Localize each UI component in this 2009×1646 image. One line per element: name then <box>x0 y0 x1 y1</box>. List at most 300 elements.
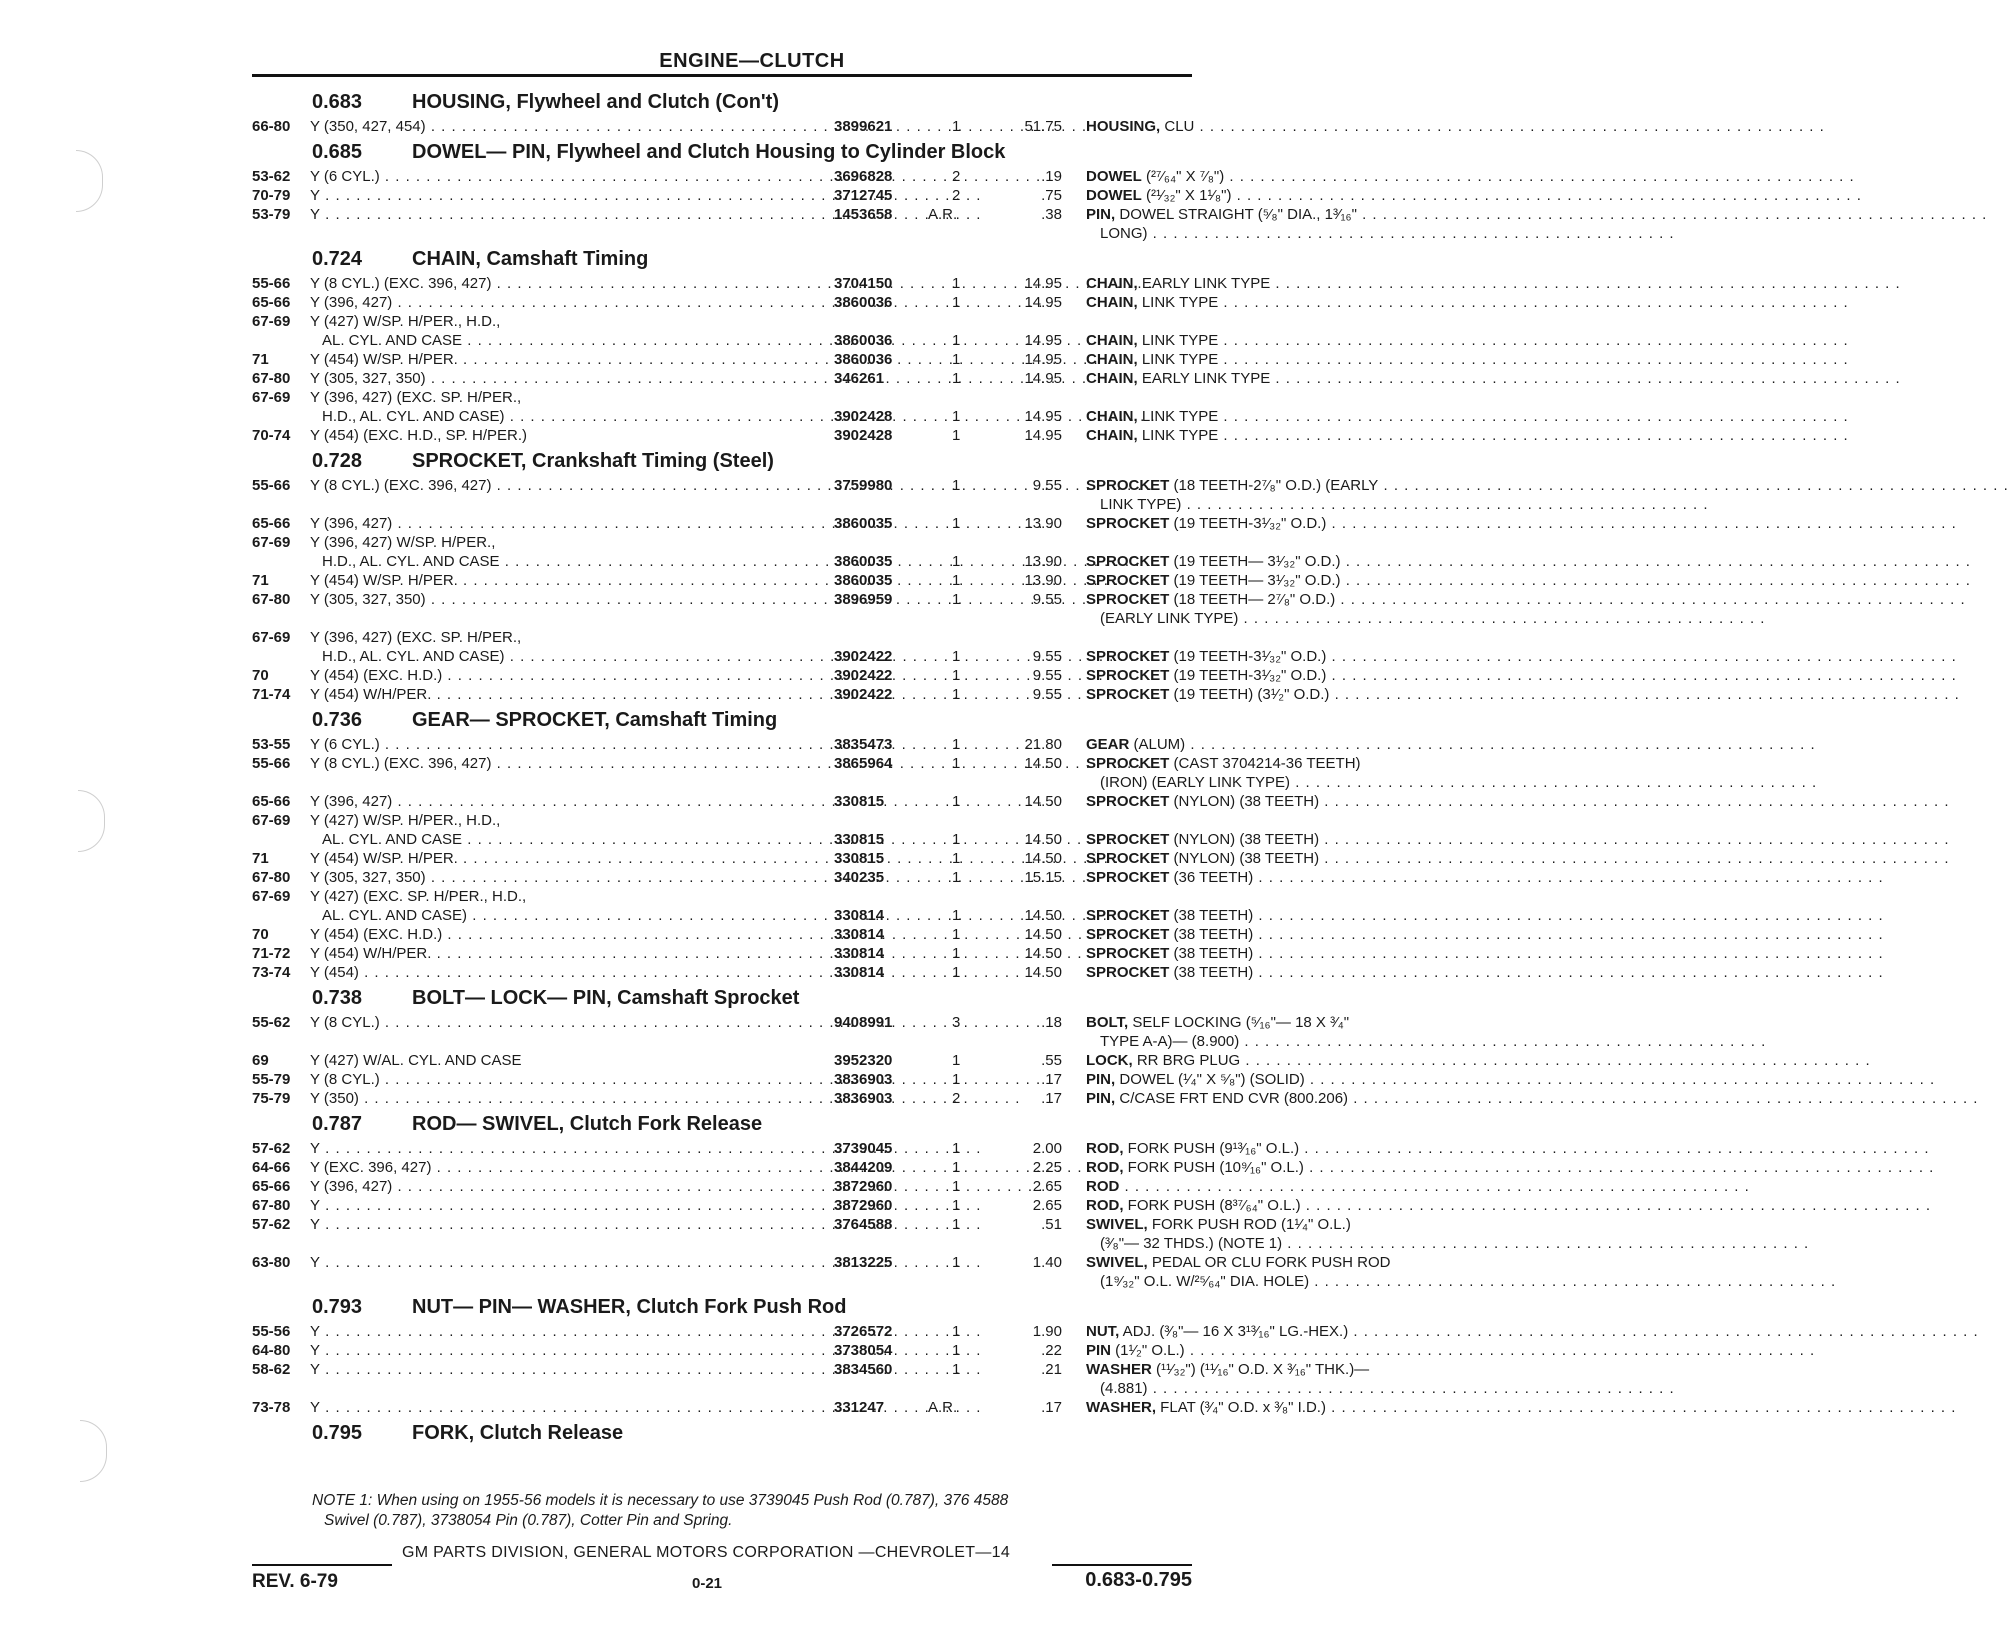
quantity: 1 <box>952 667 961 684</box>
part-row <box>252 849 1320 868</box>
part-description <box>1086 1070 1456 1089</box>
part-row <box>252 407 1219 426</box>
part-description <box>1086 1341 1456 1360</box>
description-keyword: DOWEL <box>1086 168 1142 185</box>
description-text: (18 TEETH— 2⁷⁄₈" O.D.) . . . <box>1169 591 1965 608</box>
part-number: 3835473 <box>834 736 893 753</box>
part-description <box>1086 1177 1456 1196</box>
part-description <box>1086 1158 1456 1177</box>
quantity: 1 <box>952 1052 961 1069</box>
part-row <box>252 1360 1370 1398</box>
part-row <box>252 533 1192 552</box>
model-years: 55-66 <box>252 477 291 494</box>
model-years: 67-80 <box>252 370 291 387</box>
model-years: 65-66 <box>252 793 291 810</box>
description-text: LINK TYPE . . . <box>1138 332 1849 349</box>
price: 9.55 <box>1032 667 1062 684</box>
description-continuation: (1⁹⁄₃₂" O.L. W/²⁵⁄₆₄" DIA. HOLE) . . . <box>1100 1272 1456 1291</box>
model-years: 70 <box>252 926 269 943</box>
header-rule <box>252 74 1192 77</box>
part-description <box>1086 205 1456 224</box>
part-row <box>252 1139 1300 1158</box>
application: Y (6 CYL.) . . . <box>310 735 830 754</box>
description-keyword: SPROCKET <box>1086 686 1170 703</box>
application: AL. CYL. AND CASE . . . <box>322 331 830 350</box>
application: Y (396, 427) . . . <box>310 792 830 811</box>
description-text: (38 TEETH) . . . <box>1169 907 1883 924</box>
part-number: 330814 <box>834 964 885 981</box>
model-years: 55-79 <box>252 1071 291 1088</box>
description-keyword: DOWEL <box>1086 187 1142 204</box>
price: .51 <box>1041 1216 1062 1233</box>
price: .22 <box>1041 1342 1062 1359</box>
description-keyword: BOLT, <box>1086 1014 1129 1031</box>
quantity: 1 <box>952 351 961 368</box>
description-text: (19 TEETH— 3¹⁄₃₂" O.D.) . . . <box>1169 553 1971 570</box>
part-number: 1453658 <box>834 206 893 223</box>
description-keyword: CHAIN, <box>1086 408 1138 425</box>
section-number: 0.685 <box>312 141 363 163</box>
model-years: 65-66 <box>252 515 291 532</box>
application: Y (6 CYL.) . . . <box>310 167 830 186</box>
description-keyword: LOCK, <box>1086 1052 1133 1069</box>
section-number: 0.787 <box>312 1113 363 1135</box>
quantity: A.R. <box>928 1399 958 1416</box>
price: 14.50 <box>1024 831 1062 848</box>
quantity: 2 <box>952 187 961 204</box>
part-row <box>252 293 1219 312</box>
section-number: 0.736 <box>312 709 363 731</box>
part-description <box>1086 117 1456 136</box>
quantity: 1 <box>952 118 961 135</box>
application: Y (305, 327, 350) . . . <box>310 590 830 609</box>
description-keyword: SPROCKET <box>1086 793 1170 810</box>
description-keyword: SPROCKET <box>1086 945 1170 962</box>
part-row <box>252 647 1327 666</box>
model-years: 65-66 <box>252 294 291 311</box>
quantity: 1 <box>952 869 961 886</box>
model-years: 73-78 <box>252 1399 291 1416</box>
price: 14.95 <box>1024 275 1062 292</box>
quantity: 1 <box>952 477 961 494</box>
description-keyword: SPROCKET <box>1086 515 1170 532</box>
application: Y (454) W/H/PER. . . . <box>310 944 830 963</box>
part-number: 3712745 <box>834 187 893 204</box>
quantity: 1 <box>952 275 961 292</box>
part-row <box>252 186 1232 205</box>
part-row <box>252 1013 1350 1051</box>
application: Y (454) (EXC. H.D.) . . . <box>310 925 830 944</box>
description-keyword: NUT, <box>1086 1323 1120 1340</box>
quantity: 1 <box>952 370 961 387</box>
part-row <box>252 476 1379 514</box>
part-number: 3704150 <box>834 275 893 292</box>
part-description <box>1086 571 1456 590</box>
part-description <box>1086 1398 1456 1417</box>
description-text: (18 TEETH-2⁷⁄₈" O.D.) (EARLY . . . <box>1169 477 2008 494</box>
description-text: FORK PUSH (8³⁷⁄₆₄" O.L.) . . . <box>1124 1197 1932 1214</box>
description-text: C/CASE FRT END CVR (800.206) . . . <box>1115 1090 1978 1107</box>
description-keyword: SPROCKET <box>1086 667 1170 684</box>
model-years: 64-80 <box>252 1342 291 1359</box>
price: 9.55 <box>1032 477 1062 494</box>
description-text: LINK TYPE . . . <box>1138 408 1849 425</box>
application: AL. CYL. AND CASE) . . . <box>322 906 830 925</box>
part-row <box>252 963 1254 982</box>
part-description <box>1086 426 1456 445</box>
description-text: (19 TEETH) (3¹⁄₂" O.D.) . . . <box>1169 686 1960 703</box>
part-number: 3860035 <box>834 553 893 570</box>
price: 1.90 <box>1032 1323 1062 1340</box>
part-description <box>1086 1253 1456 1272</box>
description-keyword: ROD, <box>1086 1140 1124 1157</box>
description-keyword: SPROCKET <box>1086 907 1170 924</box>
part-description <box>1086 1196 1456 1215</box>
model-years: 53-79 <box>252 206 291 223</box>
parts-listing <box>252 86 1391 1448</box>
part-description <box>1086 647 1456 666</box>
part-description <box>1086 274 1456 293</box>
price: 13.90 <box>1024 515 1062 532</box>
part-description <box>1086 476 1456 495</box>
description-keyword: ROD, <box>1086 1197 1124 1214</box>
quantity: 1 <box>952 926 961 943</box>
quantity: 1 <box>952 1323 961 1340</box>
price: .17 <box>1041 1399 1062 1416</box>
part-row <box>252 117 1195 136</box>
quantity: 1 <box>952 1361 961 1378</box>
description-keyword: CHAIN, <box>1086 294 1138 311</box>
description-text: (38 TEETH) . . . <box>1169 945 1883 962</box>
application: Y . . . <box>310 1341 830 1360</box>
part-row <box>252 1089 1349 1108</box>
part-number: 3902422 <box>834 667 893 684</box>
price: 14.95 <box>1024 294 1062 311</box>
application: Y (8 CYL.) (EXC. 396, 427) . . . <box>310 754 830 773</box>
model-years: 69 <box>252 1052 269 1069</box>
part-number: 3860036 <box>834 332 893 349</box>
price: 2.65 <box>1032 1178 1062 1195</box>
application: Y . . . <box>310 1253 830 1272</box>
part-row <box>252 685 1330 704</box>
description-text: PEDAL OR CLU FORK PUSH ROD <box>1147 1254 1391 1271</box>
section-number: 0.795 <box>312 1422 363 1444</box>
section-name: GEAR— SPROCKET, Camshaft Timing <box>412 709 778 731</box>
model-years: 73-74 <box>252 964 291 981</box>
model-years: 67-69 <box>252 313 291 330</box>
part-row <box>252 1177 1192 1196</box>
description-continuation: (EARLY LINK TYPE) . . . <box>1100 609 1456 628</box>
model-years: 67-69 <box>252 888 291 905</box>
part-number: 3865964 <box>834 755 893 772</box>
section-heading <box>252 86 1192 117</box>
part-row <box>252 1051 1241 1070</box>
part-description <box>1086 963 1456 982</box>
price: 1.40 <box>1032 1254 1062 1271</box>
price: 14.95 <box>1024 351 1062 368</box>
price: 14.50 <box>1024 755 1062 772</box>
application: Y . . . <box>310 205 830 224</box>
application: Y . . . <box>310 1360 830 1379</box>
section-heading <box>252 1417 1192 1448</box>
description-text <box>1119 1178 1749 1195</box>
part-number: 330815 <box>834 793 885 810</box>
part-description <box>1086 666 1456 685</box>
section-name: CHAIN, Camshaft Timing <box>412 248 649 270</box>
description-text: (19 TEETH-3¹⁄₃₂" O.D.) . . . <box>1169 667 1956 684</box>
price: .19 <box>1041 168 1062 185</box>
revision-date: REV. 6-79 <box>252 1571 338 1592</box>
part-number: 3860036 <box>834 351 893 368</box>
part-number: 330814 <box>834 945 885 962</box>
description-keyword: CHAIN, <box>1086 275 1138 292</box>
part-row <box>252 514 1327 533</box>
price: 13.90 <box>1024 572 1062 589</box>
application: Y (305, 327, 350) . . . <box>310 868 830 887</box>
part-number: 9408991 <box>834 1014 893 1031</box>
application: H.D., AL. CYL. AND CASE) . . . <box>322 647 830 666</box>
quantity: 1 <box>952 1216 961 1233</box>
part-number: 3860035 <box>834 515 893 532</box>
part-description <box>1086 792 1456 811</box>
model-years: 70 <box>252 667 269 684</box>
part-description <box>1086 514 1456 533</box>
section-name: ROD— SWIVEL, Clutch Fork Release <box>412 1113 763 1135</box>
part-number: 3813225 <box>834 1254 893 1271</box>
description-keyword: SPROCKET <box>1086 755 1170 772</box>
description-keyword: WASHER, <box>1086 1399 1157 1416</box>
price: 14.95 <box>1024 427 1062 444</box>
quantity: 1 <box>952 793 961 810</box>
application: Y (454) W/H/PER. . . . <box>310 685 830 704</box>
model-years: 53-55 <box>252 736 291 753</box>
description-text: (CAST 3704214-36 TEETH) <box>1169 755 1361 772</box>
part-row <box>252 811 1192 830</box>
description-text: (1¹⁄₂" O.L.) . . . <box>1111 1342 1815 1359</box>
application: AL. CYL. AND CASE . . . <box>322 830 830 849</box>
quantity: 1 <box>952 408 961 425</box>
description-keyword: WASHER <box>1086 1361 1152 1378</box>
model-years: 67-69 <box>252 389 291 406</box>
section-heading <box>252 445 1192 476</box>
description-keyword: SPROCKET <box>1086 591 1170 608</box>
part-row <box>252 274 1271 293</box>
price: 2.00 <box>1032 1140 1062 1157</box>
description-keyword: GEAR <box>1086 736 1130 753</box>
description-keyword: PIN, <box>1086 1090 1116 1107</box>
description-keyword: SPROCKET <box>1086 553 1170 570</box>
application: Y (396, 427) . . . <box>310 514 830 533</box>
application: Y . . . <box>310 1398 830 1417</box>
quantity: 1 <box>952 332 961 349</box>
part-number: 340235 <box>834 869 885 886</box>
price: 14.50 <box>1024 945 1062 962</box>
application: Y (305, 327, 350) . . . <box>310 369 830 388</box>
quantity: 1 <box>952 648 961 665</box>
model-years: 67-80 <box>252 1197 291 1214</box>
quantity: 1 <box>952 1178 961 1195</box>
punch-hole <box>78 790 105 852</box>
quantity: 1 <box>952 553 961 570</box>
part-number: 331247 <box>834 1399 885 1416</box>
quantity: 1 <box>952 515 961 532</box>
description-text: FORK PUSH (10⁹⁄₁₆" O.L.) . . . <box>1124 1159 1935 1176</box>
quantity: 1 <box>952 1254 961 1271</box>
part-description <box>1086 552 1456 571</box>
part-row <box>252 628 1192 647</box>
part-number: 3872960 <box>834 1178 893 1195</box>
part-row <box>252 792 1320 811</box>
part-number: 346261 <box>834 370 885 387</box>
description-keyword: SPROCKET <box>1086 648 1170 665</box>
model-years: 55-66 <box>252 275 291 292</box>
section-heading <box>252 136 1192 167</box>
section-number: 0.738 <box>312 987 363 1009</box>
part-row <box>252 666 1327 685</box>
price: 2.25 <box>1032 1159 1062 1176</box>
part-row <box>252 312 1192 331</box>
quantity: 1 <box>952 294 961 311</box>
application: Y (427) W/SP. H/PER., H.D., <box>310 313 501 330</box>
part-number: 3836903 <box>834 1071 893 1088</box>
part-number: 3952320 <box>834 1052 893 1069</box>
part-row <box>252 1070 1305 1089</box>
price: 14.50 <box>1024 793 1062 810</box>
footnote-line: NOTE 1: When using on 1955-56 models it is necessary to use 3739045 Push Rod (0.787), 376 4588 <box>312 1492 1009 1509</box>
description-text: RR BRG PLUG . . . <box>1133 1052 1871 1069</box>
part-description <box>1086 186 1456 205</box>
description-continuation: LONG) . . . <box>1100 224 1456 243</box>
section-number: 0.683 <box>312 91 363 113</box>
description-keyword: PIN, <box>1086 206 1116 223</box>
part-description <box>1086 1139 1456 1158</box>
description-text: (36 TEETH) . . . <box>1169 869 1883 886</box>
price: 14.95 <box>1024 332 1062 349</box>
model-years: 71 <box>252 850 269 867</box>
footer-rule <box>1052 1564 1192 1566</box>
part-number: 330814 <box>834 907 885 924</box>
description-text: FORK PUSH ROD (1¹⁄₄" O.L.) <box>1147 1216 1351 1233</box>
part-number: 330814 <box>834 926 885 943</box>
description-text: (ALUM) . . . <box>1129 736 1815 753</box>
footer-rule <box>252 1564 392 1566</box>
part-description <box>1086 293 1456 312</box>
description-text: LINK TYPE . . . <box>1138 427 1849 444</box>
part-number: 3899621 <box>834 118 893 135</box>
application: H.D., AL. CYL. AND CASE . . . <box>322 552 830 571</box>
description-keyword: SPROCKET <box>1086 477 1170 494</box>
group-range: 0.683-0.795 <box>1085 1569 1192 1591</box>
description-text: DOWEL (¹⁄₄" X ⁵⁄₈") (SOLID) . . . <box>1115 1071 1935 1088</box>
price: .75 <box>1041 187 1062 204</box>
description-text: CLU . . . <box>1160 118 1825 135</box>
section-name: DOWEL— PIN, Flywheel and Clutch Housing to Cylinder Block <box>412 141 1006 163</box>
section-name: HOUSING, Flywheel and Clutch (Con't) <box>412 91 779 113</box>
part-row <box>252 1341 1192 1360</box>
application: Y (350) . . . <box>310 1089 830 1108</box>
part-row <box>252 1398 1326 1417</box>
part-number: 3902422 <box>834 686 893 703</box>
description-text: EARLY LINK TYPE . . . <box>1138 370 1901 387</box>
part-number: 3836903 <box>834 1090 893 1107</box>
price: .21 <box>1041 1361 1062 1378</box>
application: Y (8 CYL.) . . . <box>310 1013 830 1032</box>
description-text: (¹¹⁄₃₂") (¹¹⁄₁₆" O.D. X ³⁄₁₆" THK.)— <box>1151 1361 1370 1378</box>
quantity: 1 <box>952 964 961 981</box>
description-keyword: ROD <box>1086 1178 1120 1195</box>
description-keyword: SPROCKET <box>1086 926 1170 943</box>
description-keyword: SPROCKET <box>1086 831 1170 848</box>
page-number: 0-21 <box>692 1575 723 1592</box>
application: Y . . . <box>310 186 830 205</box>
quantity: 1 <box>952 1140 961 1157</box>
model-years: 67-69 <box>252 534 291 551</box>
application: Y (427) (EXC. SP. H/PER., H.D., <box>310 888 527 905</box>
model-years: 55-66 <box>252 755 291 772</box>
price: 14.50 <box>1024 964 1062 981</box>
model-years: 65-66 <box>252 1178 291 1195</box>
model-years: 71-74 <box>252 686 291 703</box>
part-description <box>1086 407 1456 426</box>
price: 14.95 <box>1024 370 1062 387</box>
part-row <box>252 1215 1351 1253</box>
description-text: (19 TEETH— 3¹⁄₃₂" O.D.) . . . <box>1169 572 1971 589</box>
description-text: LINK TYPE . . . <box>1138 294 1849 311</box>
part-row <box>252 906 1254 925</box>
description-keyword: PIN <box>1086 1342 1112 1359</box>
part-description <box>1086 1013 1456 1032</box>
description-continuation: (IRON) (EARLY LINK TYPE) . . . <box>1100 773 1456 792</box>
part-number: 3759980 <box>834 477 893 494</box>
price: 14.50 <box>1024 907 1062 924</box>
model-years: 71 <box>252 572 269 589</box>
part-description <box>1086 906 1456 925</box>
quantity: 1 <box>952 945 961 962</box>
description-keyword: CHAIN, <box>1086 332 1138 349</box>
quantity: 1 <box>952 591 961 608</box>
model-years: 71 <box>252 351 269 368</box>
section-heading <box>252 982 1192 1013</box>
part-description <box>1086 735 1456 754</box>
quantity: A.R. <box>928 206 958 223</box>
model-years: 71-72 <box>252 945 291 962</box>
model-years: 55-62 <box>252 1014 291 1031</box>
part-row <box>252 944 1254 963</box>
price: 15.15 <box>1024 869 1062 886</box>
part-number: 3844209 <box>834 1159 893 1176</box>
section-name: SPROCKET, Crankshaft Timing (Steel) <box>412 450 774 472</box>
quantity: 2 <box>952 168 961 185</box>
application: Y (8 CYL.) (EXC. 396, 427) . . . <box>310 476 830 495</box>
application: Y (396, 427) W/SP. H/PER., <box>310 534 496 551</box>
footnote-line: Swivel (0.787), 3738054 Pin (0.787), Cotter Pin and Spring. <box>324 1512 733 1529</box>
part-row <box>252 167 1225 186</box>
part-number: 3902422 <box>834 648 893 665</box>
part-description <box>1086 1089 1456 1108</box>
description-text: (²⁷⁄₆₄" X ⁷⁄₈") . . . <box>1142 168 1855 185</box>
price: 51.75 <box>1024 118 1062 135</box>
model-years: 75-79 <box>252 1090 291 1107</box>
price: 14.95 <box>1024 408 1062 425</box>
quantity: 1 <box>952 831 961 848</box>
model-years: 63-80 <box>252 1254 291 1271</box>
description-text: (²¹⁄₃₂" X 1¹⁄₈") . . . <box>1142 187 1862 204</box>
section-heading <box>252 704 1192 735</box>
part-number: 3764588 <box>834 1216 893 1233</box>
model-years: 55-56 <box>252 1323 291 1340</box>
part-row <box>252 426 1219 445</box>
part-description <box>1086 944 1456 963</box>
